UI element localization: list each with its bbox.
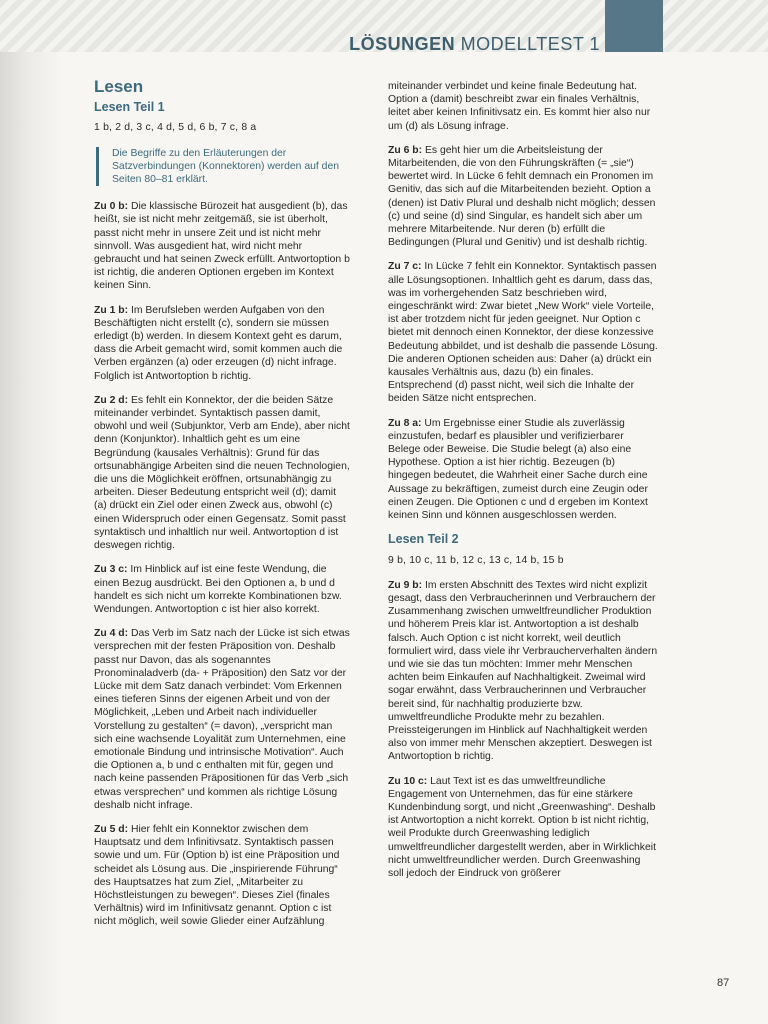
solution-paragraph: [94, 304, 350, 383]
solution-paragraph: [388, 260, 658, 405]
solution-text: Im Berufsleben werden Aufgaben von den Beschäftigten nicht erstellt (c), sondern sie müssen erledigt (b) werden. In diesem Kontext geht es darum, dass die Arbeit gemacht wird, somit kommen auch die Verben ergänzen (a) oder erzeugen (d) nicht infrage. Folglich ist Antwortoption b richtig.: [94, 304, 343, 382]
solution-text: Hier fehlt ein Konnektor zwischen dem Hauptsatz und dem Infinitivsatz. Syntaktisch passen sowie und um. Für (Option b) ist eine Präposition und scheidet als Lösung aus. Die „inspirierende Führung“ des Hauptsatzes hat zum Ziel, „Mitarbeiter zu Höchstleistungen zu bewegen“. Dieses Ziel (finales Verhältnis) wird im Infinitivsatz genannt. Option c ist nicht möglich, weil sowie Glieder einer Aufzählung: [94, 823, 340, 928]
solution-text: Das Verb im Satz nach der Lücke ist sich etwas versprechen mit der festen Präposition von. Deshalb passt nur Davon, das als sogenanntes Pronominaladverb (da- + Präposition) den Satz vor der Lücke mit dem Satz danach verbindet: Vom Erkennen eines tieferen Sinns der eigenen Arbeit und von der Möglichkeit, „Leben und Arbeit nach individueller Vorstellung zu gestalten“ (= davon), „verspricht man sich eine wachsende Loyalität zum Unternehmen, eine emotionale Bindung und intrinsische Motivation“. Auch die Optionen a, b und c enthalten mit für, gegen und nach keine passenden Präpositionen für das Verb „sich etwas versprechen“ und kommen als richtige Lösung deshalb nicht infrage.: [94, 628, 350, 811]
solution-label: Zu 0 b:: [94, 201, 129, 213]
answer-key: 1 b, 2 d, 3 c, 4 d, 5 d, 6 b, 7 c, 8 a: [94, 122, 257, 134]
solution-text: Es fehlt ein Konnektor, der die beiden Sätze miteinander verbindet. Syntaktisch passen damit, obwohl und weil (Subjunktor, Verb am Ende), aber nicht denn (Konjunktor). Inhaltlich geht es um eine Begründung (kausales Verhältnis): Grund für das ortsunabhängige Arbeiten sind die neuen Technologien, die uns die Möglichkeit eröffnen, ortsunabhängig zu arbeiten. Dieser Bedeutung entspricht weil (d); damit (a) drückt ein Ziel oder einen Zweck aus, obwohl (c) einen Widerspruch oder einen Gegensatz. Somit passt syntaktisch und inhaltlich nur weil. Antwortoption d ist deswegen richtig.: [94, 394, 350, 552]
solution-paragraph: [94, 200, 350, 292]
solution-label: Zu 10 c:: [388, 775, 428, 787]
continuation-paragraph: miteinander verbindet und keine finale Bedeutung hat. Option a (damit) beschreibt zwar ein finales Verhältnis, leitet aber keinen Infinitivsatz ein. Es kommt hier also nur um (d) als Lösung infrage.: [388, 81, 651, 132]
solution-label: Zu 3 c:: [94, 564, 128, 576]
solution-label: Zu 9 b:: [388, 579, 423, 591]
solution-label: Zu 6 b:: [388, 144, 423, 156]
solution-text: In Lücke 7 fehlt ein Konnektor. Syntaktisch passen alle Lösungsoptionen. Inhaltlich geht es darum, dass das, was im vorhergehenden Satz beschrieben wird, eingeschränkt wird: Zwar bietet „New Work“ viele Vorteile, ist aber trotzdem nicht für jeden geeignet. Nur Option c bietet mit dennoch einen Konnektor, der diese konzessive Bedeutung abbildet, und ist deshalb die passende Lösung. Die anderen Optionen scheiden aus: Daher (a) drückt ein kausales Verhältnis aus, dazu (b) ein finales. Entsprechend (d) passt nicht, weil sich die Inhalte der beiden Sätze nicht entsprechen.: [388, 261, 658, 405]
solution-text: Im ersten Abschnitt des Textes wird nicht explizit gesagt, dass den Verbraucherinnen und Verbrauchern der Zusammenhang zwischen umweltfreundlicher Produktion und höherem Preis klar ist. Antwortoption a ist deshalb falsch. Auch Option c ist nicht korrekt, weil deutlich formuliert wird, dass viele ihr Verbraucherverhalten ändern und wie sie das tun möchten: Immer mehr Menschen achten beim Einkaufen auf Nachhaltigkeit. Zweimal wird sogar erwähnt, dass Verbraucherinnen und Verbraucher bereit sind, für nachhaltig produzierte bzw. umweltfreundliche Produkte mehr zu bezahlen. Preissteigerungen im Hinblick auf Nachhaltigkeit werden also von immer mehr Menschen akzeptiert. Deswegen ist Antwortoption b richtig.: [388, 579, 658, 763]
solution-label: Zu 2 d:: [94, 394, 129, 406]
left-column: [94, 77, 350, 940]
solution-paragraph: [94, 823, 350, 929]
solution-paragraph: [94, 627, 350, 812]
info-note: Die Begriffe zu den Erläuterungen der Satzverbindungen (Konnektoren) werden auf den Seiten 80–81 erklärt.: [96, 147, 350, 187]
solution-paragraph: [94, 394, 350, 552]
solution-paragraph: [388, 775, 658, 881]
section-title: Lesen: [94, 77, 144, 96]
solution-label: Zu 8 a:: [388, 417, 422, 429]
header-bold: LÖSUNGEN: [349, 34, 456, 54]
right-paragraphs-2: [388, 579, 658, 880]
subsection-title-2: Lesen Teil 2: [388, 532, 459, 547]
page-number: 87: [717, 977, 730, 989]
solution-text: Um Ergebnisse einer Studie als zuverlässig einzustufen, bedarf es plausibler und verifizierbarer Belege oder Beweise. Die Studie belegt (a) also eine Hypothese. Option a ist hier richtig. Bezeugen (b) hingegen bedeutet, die Wahrheit einer Sache durch eine Aussage zu bekräftigen, zumeist durch eine Zeugin oder einen Zeugen. Die Optionen c und d ergeben im Kontext keinen Sinn und können ausgeschlossen werden.: [388, 417, 648, 522]
solution-paragraph: [388, 417, 658, 523]
solution-paragraph: [388, 144, 658, 250]
header-color-block: [605, 0, 663, 52]
left-paragraphs: [94, 200, 350, 928]
solution-paragraph: [94, 563, 350, 616]
solution-text: Im Hinblick auf ist eine feste Wendung, die einen Bezug ausdrückt. Bei den Optionen a, b und d handelt es sich nicht um korrekte Kombinationen bzw. Wendungen. Antwortoption c ist hier also korrekt.: [94, 564, 342, 615]
right-paragraphs: [388, 144, 658, 522]
solution-paragraph: [388, 579, 658, 764]
page-header: [300, 34, 600, 55]
header-rest: MODELLTEST 1: [455, 34, 600, 54]
solution-label: Zu 5 d:: [94, 823, 129, 835]
solution-label: Zu 7 c:: [388, 261, 422, 273]
solution-label: Zu 4 d:: [94, 628, 129, 640]
solution-label: Zu 1 b:: [94, 304, 129, 316]
right-column: [388, 80, 658, 891]
solution-text: Es geht hier um die Arbeitsleistung der Mitarbeitenden, die von den Führungskräften (= „sie“) bewertet wird. In Lücke 6 fehlt demnach ein Pronomen im Genitiv, das sich auf die Mitarbeitenden bezieht. Option a (denen) ist Dativ Plural und deshalb nicht möglich; dessen (c) und seine (d) sind Singular, es handelt sich aber um mehrere Mitarbeitende. Nur deren (b) erfüllt die Bedingungen (Plural und Genitiv) und ist deshalb richtig.: [388, 144, 656, 249]
answer-key-2: 9 b, 10 c, 11 b, 12 c, 13 c, 14 b, 15 b: [388, 554, 564, 566]
solution-text: Die klassische Bürozeit hat ausgedient (b), das heißt, sie ist nicht mehr zeitgemäß, sie ist überholt, passt nicht mehr in unsere Zeit und ist nicht mehr sinnvoll. Was ausgedient hat, wird nicht mehr gebraucht und hat seinen Zweck erfüllt. Antwortoption b ist richtig, die anderen Optionen ergeben im Kontext keinen Sinn.: [94, 201, 350, 292]
solution-text: Laut Text ist es das umweltfreundliche Engagement von Unternehmen, das für eine stärkere Kundenbindung sorgt, und nicht „Greenwashing“. Deshalb ist Antwortoption a nicht korrekt. Option b ist nicht richtig, weil Produkte durch Greenwashing lediglich umweltfreundlicher dargestellt werden, aber in Wirklichkeit nicht umweltfreundlicher werden. Durch Greenwashing soll jedoch der Eindruck von größerer: [388, 775, 656, 879]
subsection-title: Lesen Teil 1: [94, 100, 165, 115]
